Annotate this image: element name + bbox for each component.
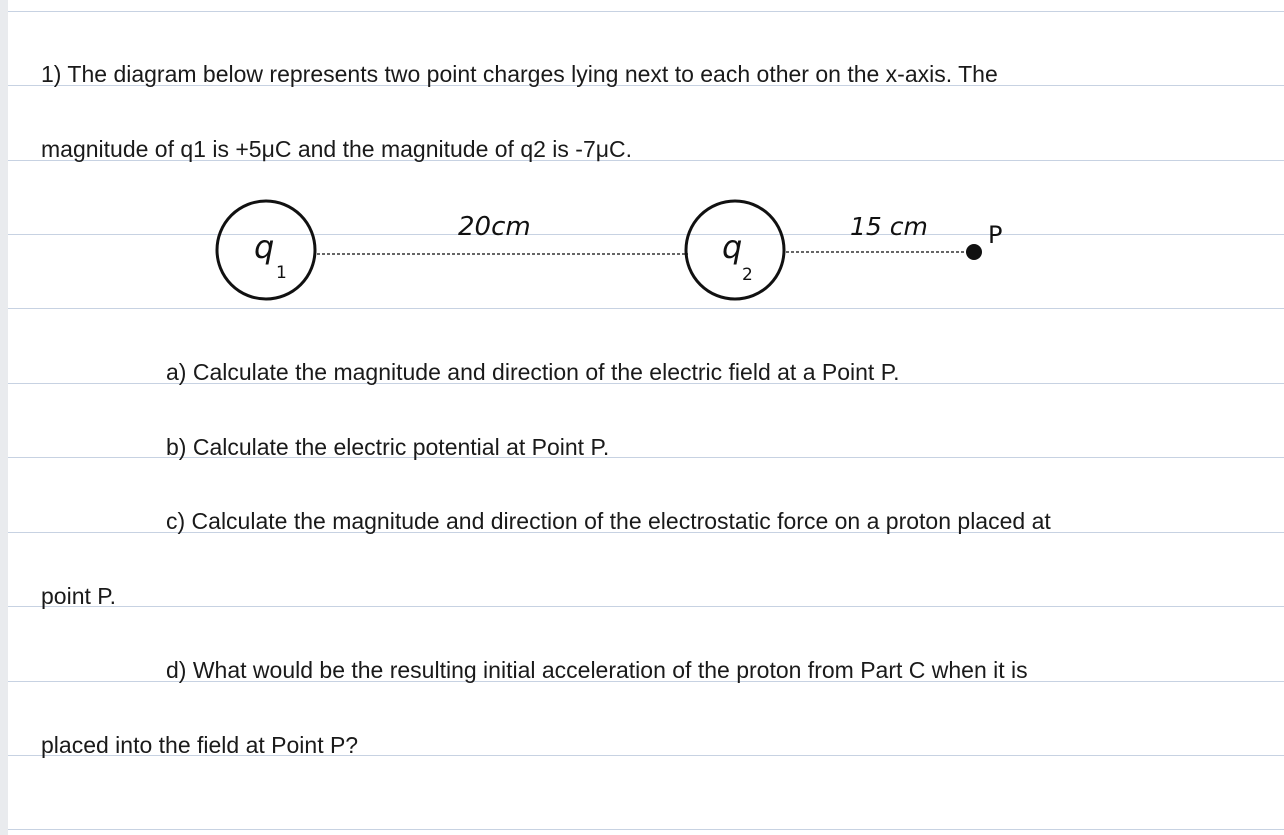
part-c-text-line-1: c) Calculate the magnitude and direction of the electrostatic force on a proton placed at (166, 508, 1051, 534)
distance-label-20cm: 20cm (458, 212, 531, 242)
part-d-text-line-1: d) What would be the resulting initial acceleration of the proton from Part C when it is (166, 657, 1028, 683)
rule-line (8, 606, 1284, 607)
point-charge-diagram (8, 0, 1284, 320)
part-d-text-line-2: placed into the field at Point P? (41, 732, 359, 758)
notebook-page (8, 0, 1284, 835)
part-a-text: a) Calculate the magnitude and direction of the electric field at a Point P. (166, 359, 900, 385)
point-p-label: P (988, 221, 1003, 249)
charge-q1-label: q (254, 228, 275, 266)
part-b-text: b) Calculate the electric potential at Point P. (166, 434, 610, 460)
charge-q1-subscript: 1 (276, 263, 287, 283)
part-c-text-line-2: point P. (41, 583, 117, 609)
question-line-2: magnitude of q1 is +5μC and the magnitude of q2 is -7μC. (41, 136, 632, 162)
point-p-dot (966, 244, 982, 260)
charge-q2-subscript: 2 (742, 265, 753, 285)
rule-line (8, 829, 1284, 830)
question-line-1: 1) The diagram below represents two point charges lying next to each other on the x-axis. The (41, 61, 998, 87)
distance-label-15cm: 15 cm (850, 212, 928, 241)
charge-q2-label: q (722, 228, 743, 266)
